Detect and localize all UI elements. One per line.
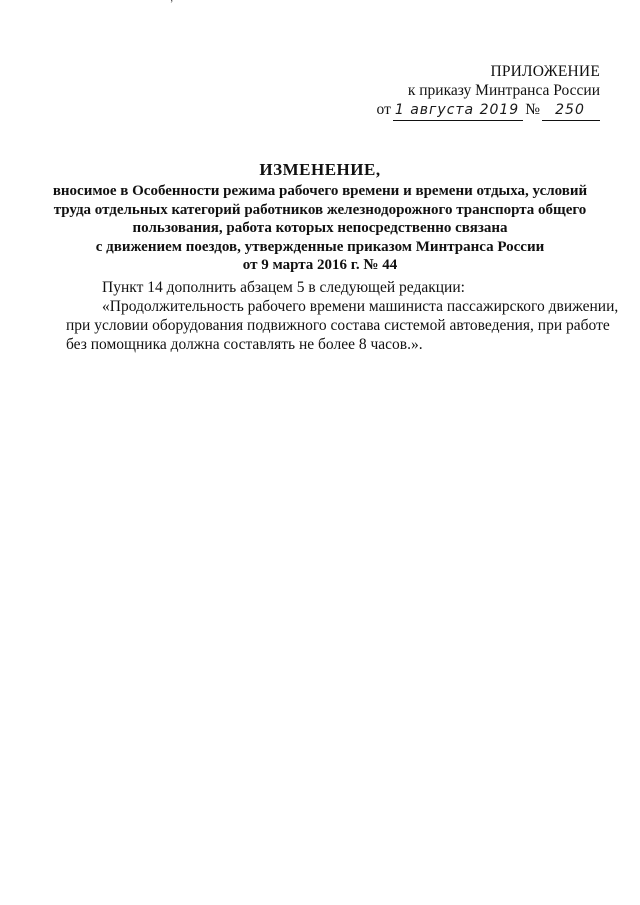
subtitle-line: пользования, работа которых непосредственно связана [132,220,508,236]
document-title: ИЗМЕНЕНИЕ, [259,160,381,179]
document-subtitle [50,182,590,275]
body-intro: Пункт 14 дополнить абзацем 5 в следующей редакции: [102,279,465,296]
date-prefix: от [376,101,391,118]
number-prefix: № [525,101,540,118]
subtitle-line: от 9 марта 2016 г. № 44 [242,257,398,273]
subtitle-line: с движением поездов, утвержденные приказом Минтранса России [95,238,545,255]
quote-line: без помощника должна составлять не более 8 часов.». [66,336,423,353]
document-header [50,160,590,275]
quote-line: при условии оборудования подвижного состава системой автоведения, при работе [66,317,610,334]
quote-line: «Продолжительность рабочего времени машиниста пассажирского движении, [102,298,619,315]
appendix-title: ПРИЛОЖЕНИЕ [490,63,600,80]
subtitle-line: вносимое в Особенности режима рабочего времени и времени отдыха, условий [52,183,588,199]
appendix-date-row [377,100,600,121]
top-mark: ʼ [170,0,174,10]
appendix-block [377,62,600,121]
handwritten-date: 1 августа 2019 [393,101,523,121]
document-body [66,278,619,354]
subtitle-line: труда отдельных категорий работников железнодорожного транспорта общего [53,201,587,218]
handwritten-number: 250 [542,101,600,121]
appendix-order-reference: к приказу Минтранса России [407,82,600,99]
